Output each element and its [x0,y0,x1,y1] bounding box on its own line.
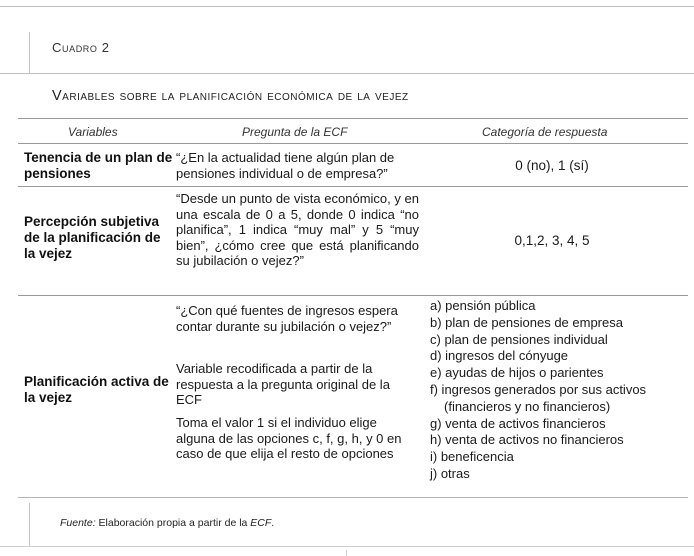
categoria-item-j: j) otras [430,465,470,481]
column-header-variables: Variables [68,125,118,139]
row-3-pregunta: “¿Con qué fuentes de ingresos espera contar durante su jubilación o vejez?” [176,303,398,334]
categoria-item-e: e) ayudas de hijos o parientes [430,365,604,381]
column-header-categoria: Categoría de respuesta [482,125,608,139]
footer-rule [0,546,694,547]
categoria-item-f: f) ingresos generados por sus activos [430,381,647,397]
footer-tick [346,550,347,556]
source-end: . [271,517,275,529]
source-name: ECF [250,517,272,529]
header-divider [0,73,694,74]
row-3-pregunta-note-2: Toma el valor 1 si el individuo elige alguna de las opciones c, f, g, h, y 0 en caso de que elija el resto de opciones [176,415,402,461]
row-2-bottom-rule [18,295,688,296]
row-2-pregunta: “Desde un punto de vista económico, y en una escala de 0 a 5, donde 0 indica “no planifica”, 1 indica “muy mal” y 5 “muy bien”, ¿cómo cree que está planificando su jubilación o vejez?” [176,191,419,268]
categoria-item-d: d) ingresos del cónyuge [430,348,569,364]
column-header-pregunta: Pregunta de la ECF [242,125,348,139]
categoria-item-b: b) plan de pensiones de empresa [430,314,623,330]
table-bottom-rule [18,497,688,498]
row-2-variable: Percepción subjetiva de la planificación de la vejez [24,214,161,261]
left-margin-bar [29,32,30,74]
table-title: Variables sobre la planificación económica de la vejez [52,88,409,104]
categoria-item-a: a) pensión pública [430,298,536,313]
categoria-item-g: g) venta de activos financieros [430,415,606,431]
footer-margin-bar [29,503,30,547]
row-3-variable: Planificación activa de la vejez [24,374,169,405]
source-text: Elaboración propia a partir de la [98,517,248,529]
row-1-bottom-rule [18,186,688,187]
header-bottom-rule [18,143,688,144]
top-rule [0,6,694,7]
row-1-variable: Tenencia de un plan de pensiones [24,150,173,181]
categoria-item-i: i) beneficencia [430,449,514,465]
row-1-pregunta: “¿En la actualidad tiene algún plan de pensiones individual o de empresa?” [176,150,395,181]
row-1-categoria: 0 (no), 1 (sí) [515,158,589,173]
row-3-pregunta-note: Variable recodificada a partir de la respuesta a la pregunta original de la ECF [176,361,390,407]
table-number: Cuadro 2 [52,40,110,55]
row-2-categoria: 0,1,2, 3, 4, 5 [514,233,590,248]
table-top-rule [18,118,688,119]
categoria-item-f-continued: (financieros y no financieros) [444,398,611,414]
categoria-item-c: c) plan de pensiones individual [430,331,608,347]
source-label: Fuente: [60,517,96,529]
row-3-categoria-list [430,298,646,483]
source-note [60,517,274,529]
categoria-item-h: h) venta de activos no financieros [430,432,624,448]
